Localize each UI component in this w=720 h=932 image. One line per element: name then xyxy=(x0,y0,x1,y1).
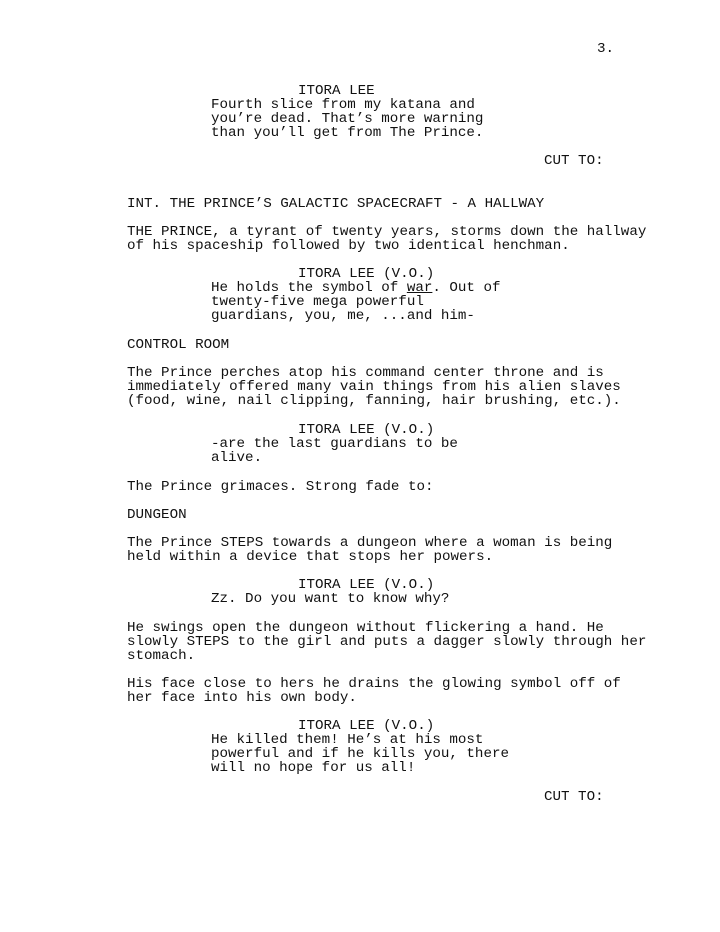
action-line: He swings open the dungeon without flickering a hand. He xyxy=(127,620,604,636)
underlined-word: war xyxy=(406,280,433,296)
action-line: immediately offered many vain things from his alien slaves xyxy=(127,379,621,395)
action-line: stomach. xyxy=(127,648,196,664)
action-line: The Prince perches atop his command center throne and is xyxy=(127,365,604,381)
action-line: The Prince grimaces. Strong fade to: xyxy=(127,479,434,495)
character-name: ITORA LEE (V.O.) xyxy=(298,266,435,282)
dialogue-line: than you’ll get from The Prince. xyxy=(211,125,484,141)
sub-heading: DUNGEON xyxy=(127,507,187,523)
transition: CUT TO: xyxy=(544,153,604,169)
dialogue-line: He holds the symbol of war. Out of xyxy=(211,280,501,296)
dialogue-line: Fourth slice from my katana and xyxy=(211,97,475,113)
action-line: (food, wine, nail clipping, fanning, hair brushing, etc.). xyxy=(127,393,621,409)
dialogue-line: He killed them! He’s at his most xyxy=(211,732,484,748)
dialogue-line: Zz. Do you want to know why? xyxy=(211,591,450,607)
dialogue-line: you’re dead. That’s more warning xyxy=(211,111,484,127)
action-line: The Prince STEPS towards a dungeon where a woman is being xyxy=(127,535,613,551)
character-name: ITORA LEE (V.O.) xyxy=(298,718,435,734)
transition: CUT TO: xyxy=(544,789,604,805)
scene-heading: INT. THE PRINCE’S GALACTIC SPACECRAFT - A HALLWAY xyxy=(127,196,545,212)
dialogue-line: will no hope for us all! xyxy=(211,760,416,776)
dialogue-line: twenty-five mega powerful xyxy=(211,294,424,310)
character-name: ITORA LEE (V.O.) xyxy=(298,422,435,438)
dialogue-line: guardians, you, me, ...and him- xyxy=(211,308,475,324)
action-line: of his spaceship followed by two identical henchman. xyxy=(127,238,570,254)
dialogue-line: powerful and if he kills you, there xyxy=(211,746,509,762)
character-name: ITORA LEE xyxy=(298,83,375,99)
sub-heading: CONTROL ROOM xyxy=(127,337,230,353)
page-number: 3. xyxy=(597,41,615,57)
action-line: held within a device that stops her powers. xyxy=(127,549,494,565)
character-name: ITORA LEE (V.O.) xyxy=(298,577,435,593)
dialogue-line: -are the last guardians to be xyxy=(211,436,458,452)
action-line: His face close to hers he drains the glowing symbol off of xyxy=(127,676,621,692)
action-line: slowly STEPS to the girl and puts a dagger slowly through her xyxy=(127,634,647,650)
action-line: THE PRINCE, a tyrant of twenty years, storms down the hallway xyxy=(127,224,647,240)
dialogue-line: alive. xyxy=(211,450,263,466)
action-line: her face into his own body. xyxy=(127,690,357,706)
